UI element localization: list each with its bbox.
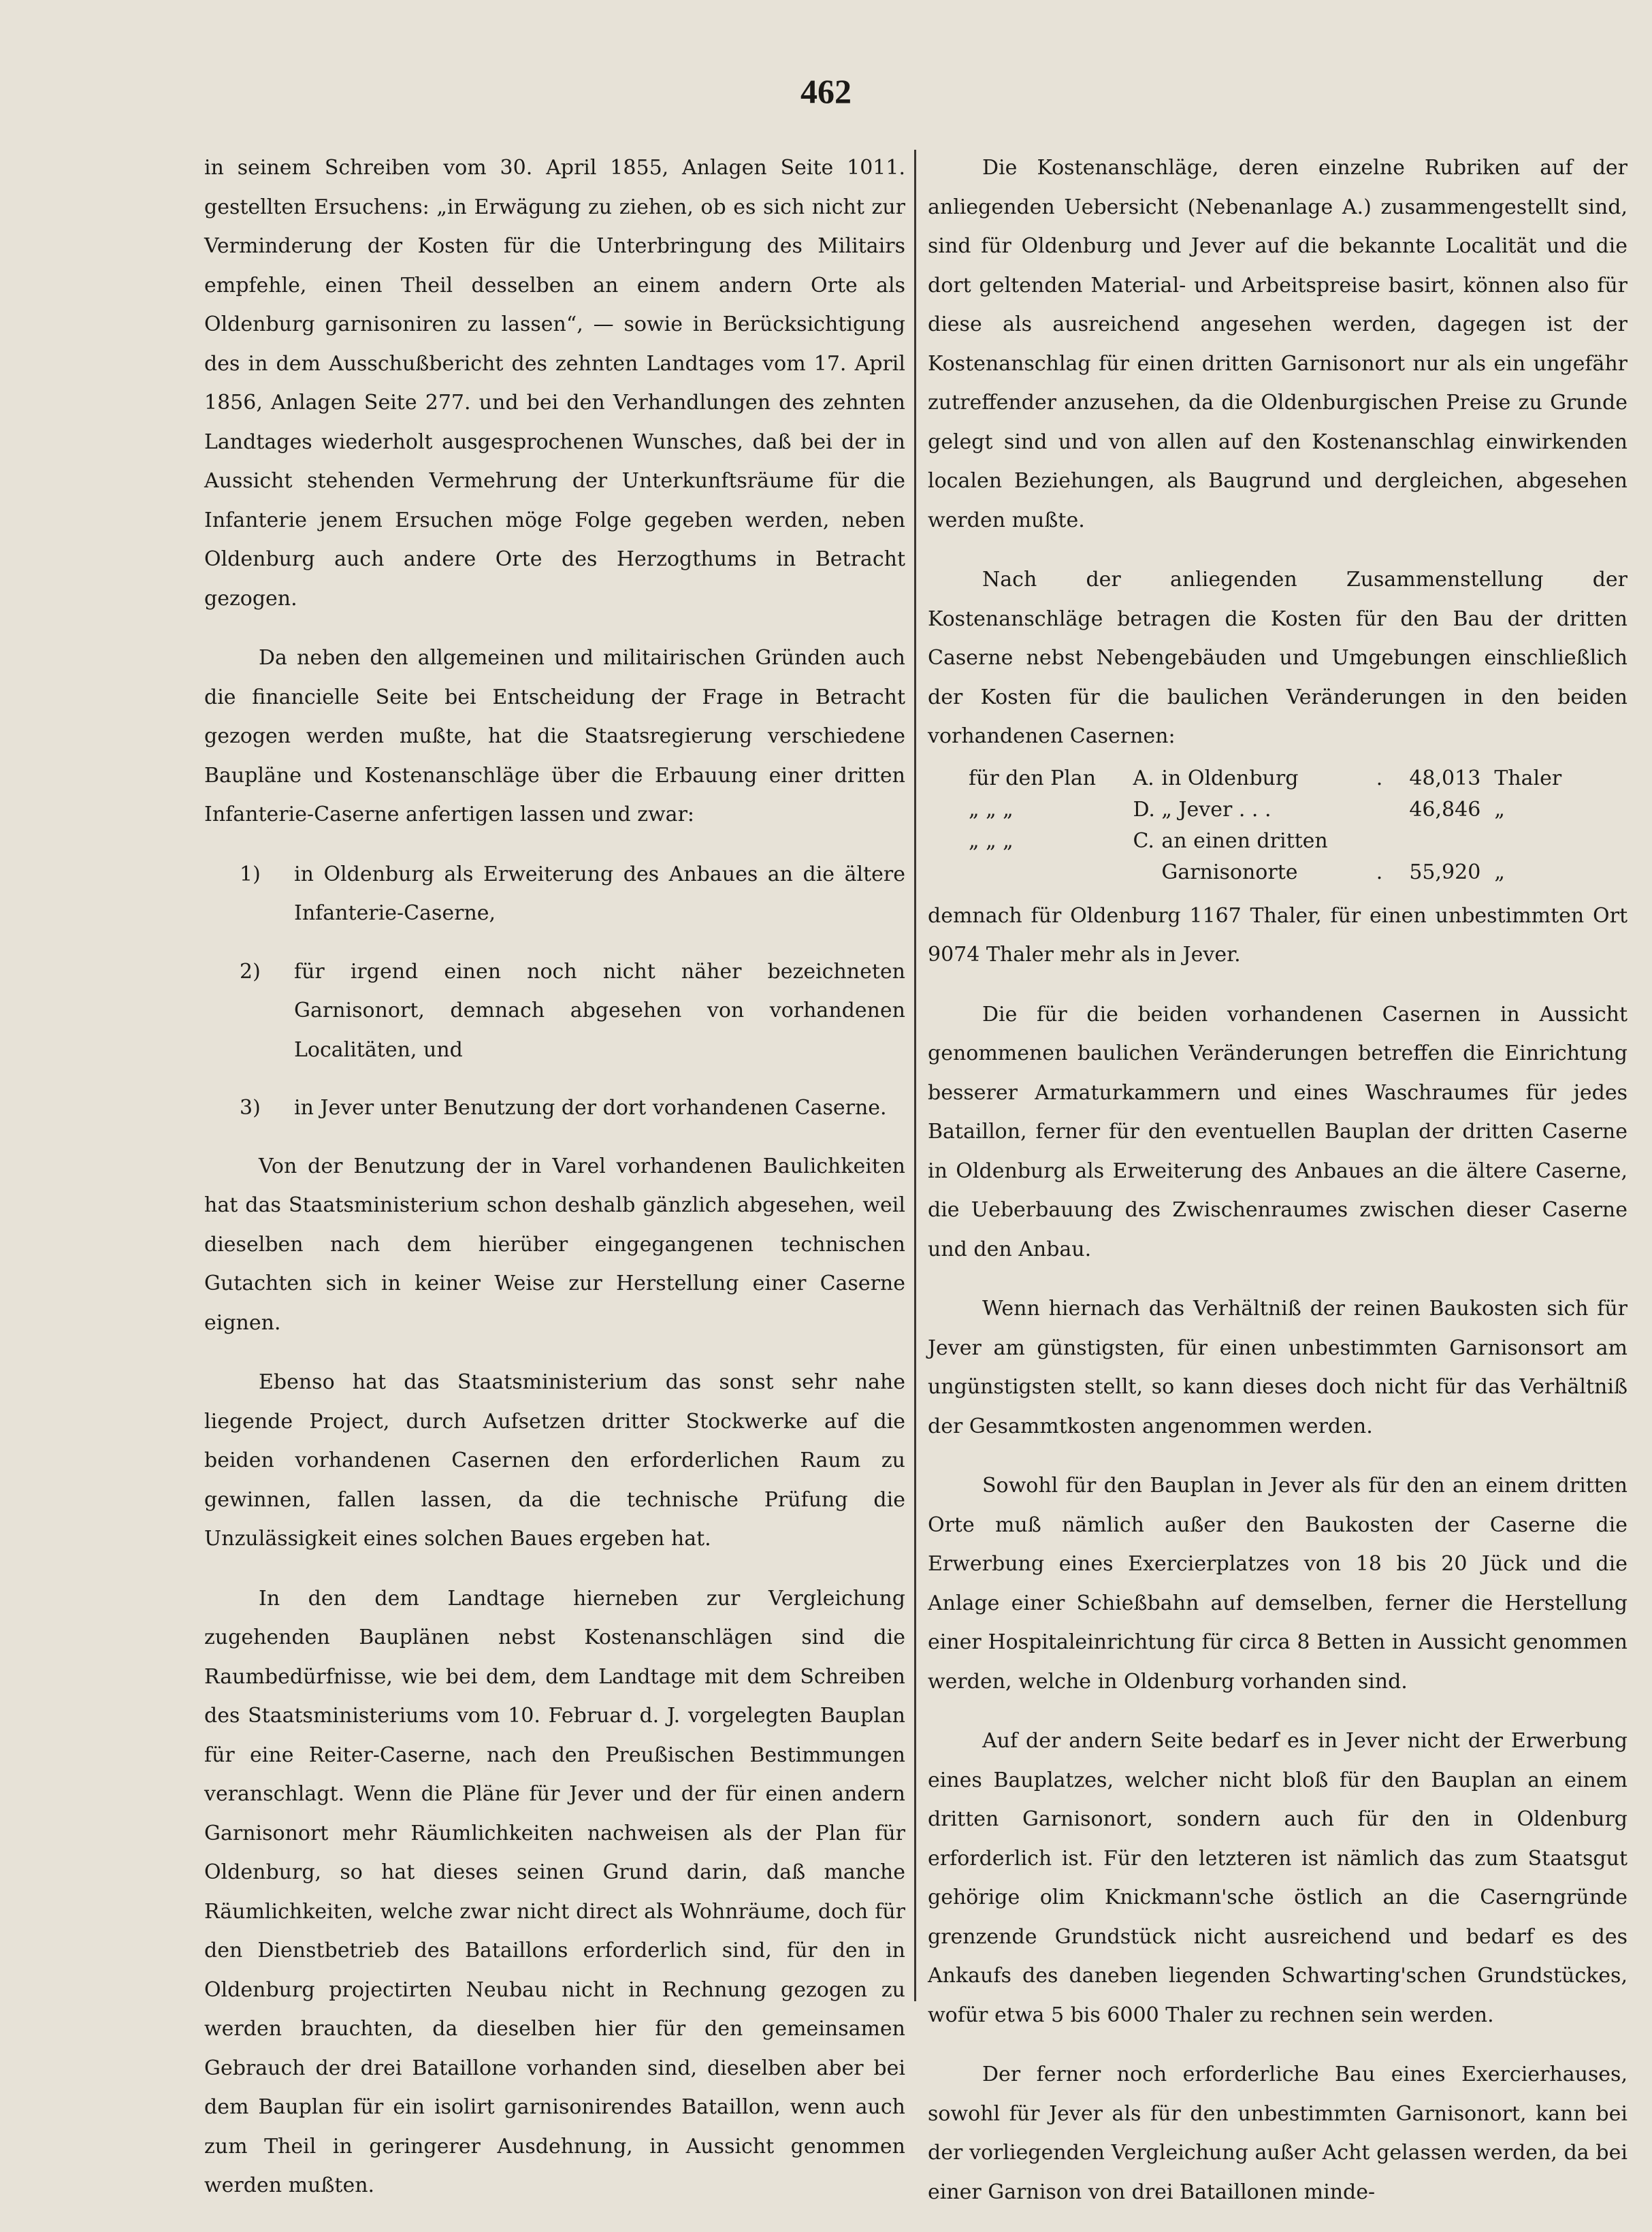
list-item-number: 1)	[240, 862, 261, 886]
paragraph: In den dem Landtage hierneben zur Vergleichung zugehenden Bauplänen nebst Kostenanschlägen sind die Raumbedürfnisse, wie bei dem, dem Landtage mit dem Schreiben des Staatsministeriums vom 10. Februar d. J. vorgelegten Bauplan für eine Reiter-Caserne, nach den Preußischen Bestimmungen veranschlagt. Wenn die Pläne für Jever und der für einen andern Garnisonort mehr Räumlichkeiten nachweisen als der Plan für Oldenburg, so hat dieses seinen Grund darin, daß manche Räumlichkeiten, welche zwar nicht direct als Wohnräume, doch für den Dienstbetrieb des Bataillons erforderlich sind, für den in Oldenburg projectirten Neubau nicht in Rechnung gezogen zu werden brauchten, da dieselben hier für den gemeinsamen Gebrauch der drei Bataillone vorhanden sind, dieselben aber bei dem Bauplan für ein isolirt garnisonirendes Bataillon, wenn auch zum Theil in geringerer Ausdehnung, in Aussicht genommen werden mußten.	[204, 1586, 905, 2197]
list-item-number: 2)	[240, 959, 261, 984]
unit: „	[1494, 797, 1505, 822]
cost-value	[1384, 826, 1494, 857]
unit: „	[1494, 860, 1505, 884]
left-column	[204, 148, 905, 2226]
paragraph: Die Kostenanschläge, deren einzelne Rubriken auf der anliegenden Uebersicht (Nebenanlage A.) zusammengestellt sind, sind für Oldenburg und Jever auf die bekannte Localität und die dort geltenden Material- und Arbeitspreise basirt, können also für diese als ausreichend angesehen werden, dagegen ist der Kostenanschlag für einen dritten Garnisonort nur als ein ungefähr zutreffender anzusehen, da die Oldenburgischen Preise zu Grunde gelegt sind und von allen auf den Kostenanschlag einwirkenden localen Beziehungen, als Baugrund und dergleichen, abgesehen werden mußte.	[928, 156, 1627, 532]
plan-letter: D.	[1133, 797, 1155, 822]
plan-letter: A.	[1133, 766, 1154, 790]
place: Garnisonorte	[1161, 860, 1298, 884]
list-item	[204, 952, 905, 1070]
unit	[1494, 826, 1581, 857]
dots: .	[1376, 766, 1383, 790]
row-prefix: für den Plan	[969, 766, 1097, 790]
paragraph: Wenn hiernach das Verhältniß der reinen Baukosten sich für Jever am günstigsten, für einen unbestimmten Garnisonsort am ungünstigsten stellt, so kann dieses doch nicht für das Verhältniß der Gesammtkosten angenommen werden.	[928, 1297, 1627, 1438]
paragraph: Die für die beiden vorhandenen Casernen in Aussicht genommenen baulichen Veränderungen betreffen die Einrichtung besserer Armaturkammern und eines Waschraumes für jedes Bataillon, ferner für den eventuellen Bauplan der dritten Caserne in Oldenburg als Erweiterung des Anbaues an die ältere Caserne, die Ueberbauung des Zwischenraumes zwischen dieser Caserne und den Anbau.	[928, 1002, 1627, 1261]
list-item-number: 3)	[240, 1096, 261, 1120]
paragraph: Der ferner noch erforderliche Bau eines Exercierhauses, sowohl für Jever als für den unbestimmten Garnisonort, kann bei der vorliegenden Vergleichung außer Acht gelassen werden, da bei einer Garnison von drei Bataillonen minde-	[928, 2063, 1627, 2204]
paragraph: Auf der andern Seite bedarf es in Jever nicht der Erwerbung eines Bauplatzes, welcher nicht bloß für den Bauplan an einem dritten Garnisonort, sondern auch für den in Oldenburg erforderlich ist. Für den letzteren ist nämlich das zum Staatsgut gehörige olim Knickmann'sche östlich an die Caserngründe grenzende Grundstück nicht ausreichend und bedarf es des Ankaufs des daneben liegenden Schwarting'schen Grundstückes, wofür etwa 5 bis 6000 Thaler zu rechnen sein werden.	[928, 1729, 1627, 2027]
list-item-text: für irgend einen noch nicht näher bezeichneten Garnisonort, demnach abgesehen von vorhandenen Localitäten, und	[294, 959, 905, 1062]
list-item-text: in Jever unter Benutzung der dort vorhandenen Caserne.	[294, 1096, 887, 1120]
paragraph: Ebenso hat das Staatsministerium das sonst sehr nahe liegende Project, durch Aufsetzen dritter Stockwerke auf die beiden vorhandenen Casernen den erforderlichen Raum zu gewinnen, fallen lassen, da die technische Prüfung die Unzulässigkeit eines solchen Baues ergeben hat.	[204, 1370, 905, 1551]
cost-table	[969, 763, 1581, 888]
list-item	[204, 1088, 905, 1128]
column-divider	[914, 150, 916, 2001]
paragraph: demnach für Oldenburg 1167 Thaler, für einen unbestimmten Ort 9074 Thaler mehr als in Jever.	[928, 903, 1627, 967]
unit: Thaler	[1494, 766, 1562, 790]
table-row	[969, 763, 1581, 794]
table-row	[969, 857, 1581, 888]
cost-value: 55,920	[1409, 860, 1481, 884]
place: an einen dritten	[1161, 828, 1328, 853]
row-prefix	[969, 857, 1133, 888]
page-number: 462	[800, 72, 852, 110]
plan-letter	[1133, 857, 1161, 888]
place: „ Jever . . .	[1161, 797, 1272, 822]
cost-value: 46,846	[1409, 797, 1481, 822]
paragraph: Sowohl für den Bauplan in Jever als für den an einem dritten Orte muß nämlich außer den Baukosten der Caserne die Erwerbung eines Exercierplatzes von 18 bis 20 Jück und die Anlage einer Schießbahn auf demselben, ferner die Herstellung einer Hospitaleinrichtung für circa 8 Betten in Aussicht genommen werden, welche in Oldenburg vorhanden sind.	[928, 1474, 1627, 1694]
row-prefix: „ „ „	[969, 828, 1014, 853]
paragraph: in seinem Schreiben vom 30. April 1855, Anlagen Seite 1011. gestellten Ersuchens: „in Erwägung zu ziehen, ob es sich nicht zur Verminderung der Kosten für die Unterbringung des Militairs empfehle, einen Theil desselben an einem andern Orte als Oldenburg garnisoniren zu lassen“, — sowie in Berücksichtigung des in dem Ausschußbericht des zehnten Landtages vom 17. April 1856, Anlagen Seite 277. und bei den Verhandlungen des zehnten Landtages wiederholt ausgesprochenen Wunsches, daß bei der in Aussicht stehenden Vermehrung der Unterkunftsräume für die Infanterie jenem Ersuchen möge Folge gegeben werden, neben Oldenburg auch andere Orte des Herzogthums in Betracht gezogen.	[204, 156, 905, 611]
list-item-text: in Oldenburg als Erweiterung des Anbaues an die ältere Infanterie-Caserne,	[294, 862, 905, 925]
list-item	[204, 855, 905, 933]
cost-value: 48,013	[1409, 766, 1481, 790]
right-column	[928, 148, 1627, 2232]
paragraph: Da neben den allgemeinen und militairischen Gründen auch die financielle Seite bei Entscheidung der Frage in Betracht gezogen werden mußte, hat die Staatsregierung verschiedene Baupläne und Kostenanschläge über die Erbauung einer dritten Infanterie-Caserne anfertigen lassen und zwar:	[204, 646, 905, 826]
row-prefix: „ „ „	[969, 797, 1014, 822]
dots	[1376, 794, 1384, 826]
table-row	[969, 794, 1581, 826]
table-row	[969, 826, 1581, 857]
dots	[1376, 826, 1384, 857]
dots: .	[1376, 860, 1383, 884]
plan-letter: C.	[1133, 828, 1154, 853]
place: in Oldenburg	[1161, 766, 1299, 790]
paragraph: Von der Benutzung der in Varel vorhandenen Baulichkeiten hat das Staatsministerium schon deshalb gänzlich abgesehen, weil dieselben nach dem hierüber eingegangenen technischen Gutachten sich in keiner Weise zur Herstellung einer Caserne eignen.	[204, 1154, 905, 1335]
paragraph: Nach der anliegenden Zusammenstellung der Kostenanschläge betragen die Kosten für den Bau der dritten Caserne nebst Nebengebäuden und Umgebungen einschließlich der Kosten für die baulichen Veränderungen in den beiden vorhandenen Casernen:	[928, 568, 1627, 748]
